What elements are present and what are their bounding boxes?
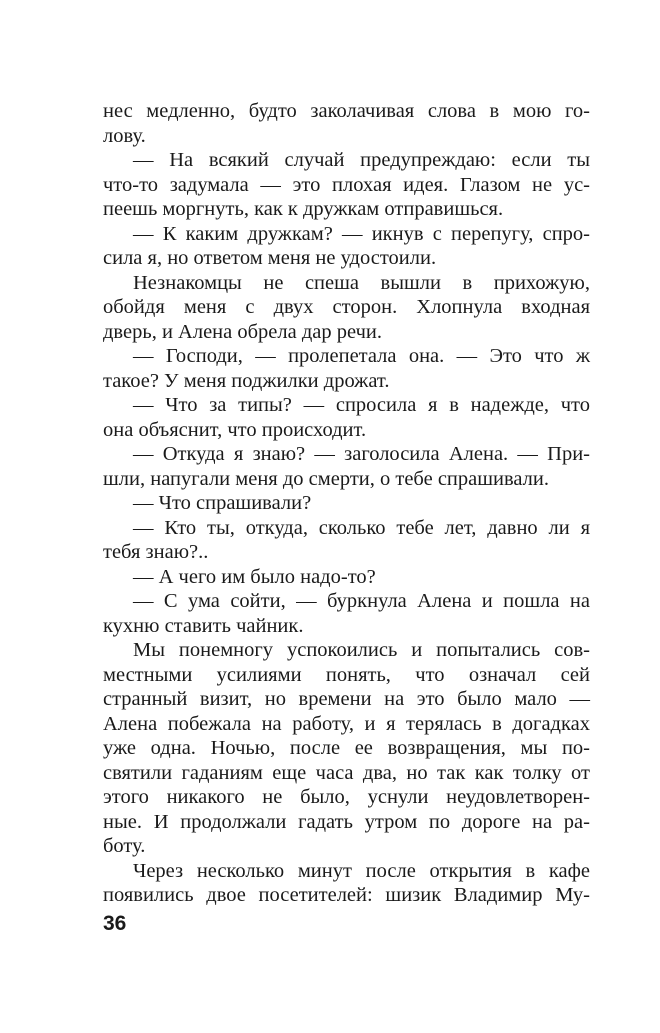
text-line: Через несколько минут после открытия в кафе (133, 859, 590, 882)
text-line: Алена побежала на работу, и я терялась в догадках (103, 712, 590, 735)
text-line: такое? У меня поджилки дрожат. (103, 369, 390, 392)
text-line: уже одна. Ночью, после ее возвращения, мы по- (103, 737, 590, 759)
text-line: — Откуда я знаю? — заголосила Алена. — При- (133, 443, 590, 465)
text-line: тебя знаю?.. (103, 541, 209, 563)
text-line: шли, напугали меня до смерти, о тебе спрашивали. (103, 467, 550, 490)
body-text (103, 99, 590, 908)
text-line: она объяснит, что происходит. (103, 418, 367, 441)
text-line: — Господи, — пролепетала она. — Это что ж (133, 345, 590, 367)
text-line: — На всякий случай предупреждаю: если ты (133, 149, 590, 171)
text-line: — А чего им было надо-то? (133, 565, 376, 588)
page-number: 36 (103, 912, 127, 935)
text-line: ные. И продолжали гадать утром по дороге на ра- (103, 810, 590, 833)
text-line: нес медленно, будто заколачивая слова в мою го- (103, 100, 590, 122)
text-line: лову. (103, 124, 146, 147)
text-line: сила я, но ответом меня не удостоили. (103, 247, 437, 269)
text-line: — К каким дружкам? — икнув с перепугу, спро- (133, 222, 590, 245)
text-line: дверь, и Алена обрела дар речи. (103, 320, 382, 343)
text-line: боту. (103, 835, 146, 857)
text-line: появились двое посетителей: шизик Владимир Му- (103, 884, 590, 906)
text-line: что-то задумала — это плохая идея. Глазом не ус- (103, 173, 590, 196)
text-line: — Что за типы? — спросила я в надежде, что (133, 394, 590, 416)
text-line: Мы понемногу успокоились и попытались сов- (133, 639, 590, 661)
text-line: местными усилиями понять, что означал сей (103, 663, 590, 686)
text-line: этого никакого не было, уснули неудовлетворен- (103, 786, 590, 808)
text-line: — Что спрашивали? (133, 492, 312, 514)
text-line: странный визит, но времени на это было мало — (103, 688, 590, 710)
text-line: пеешь моргнуть, как к дружкам отправишься. (103, 198, 504, 220)
text-line: святили гаданиям еще часа два, но так как толку от (103, 761, 590, 784)
text-line: — С ума сойти, — буркнула Алена и пошла на (133, 590, 590, 612)
text-line: обойдя меня с двух сторон. Хлопнула входная (103, 296, 590, 318)
text-line: — Кто ты, откуда, сколько тебе лет, давно ли я (133, 516, 590, 539)
text-line: Незнакомцы не спеша вышли в прихожую, (133, 271, 590, 294)
text-line: кухню ставить чайник. (103, 614, 304, 637)
